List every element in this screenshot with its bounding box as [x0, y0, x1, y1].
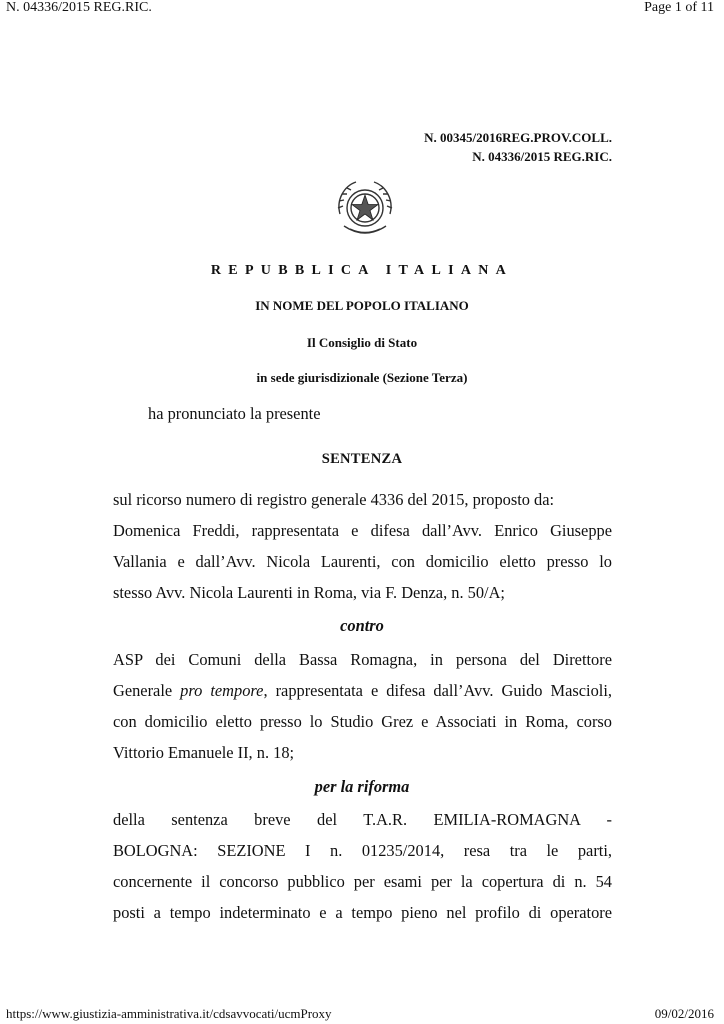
ricorso-line: Vallania e dall’Avv. Nicola Laurenti, con domicilio eletto presso lo: [113, 552, 612, 571]
asp-line: [113, 681, 612, 701]
contro-heading: contro: [340, 616, 384, 635]
reference-reg-ric: N. 04336/2015 REG.RIC.: [472, 149, 612, 164]
footer-date: 09/02/2016: [654, 1006, 714, 1021]
court-section: in sede giurisdizionale (Sezione Terza): [256, 370, 468, 385]
page-number: Page 1 of 11: [644, 0, 714, 15]
footer-url: https://www.giustizia-amministrativa.it/cdsavvocati/ucmProxy: [6, 1006, 332, 1021]
riforma-line: della sentenza breve del T.A.R. EMILIA-ROMAGNA -: [113, 810, 612, 829]
asp-line: Vittorio Emanuele II, n. 18;: [113, 743, 295, 762]
riforma-line: concernente il concorso pubblico per esami per la copertura di n. 54: [113, 872, 612, 891]
per-la-riforma-heading: per la riforma: [314, 777, 410, 796]
reference-prov-coll: N. 00345/2016REG.PROV.COLL.: [424, 130, 612, 145]
asp-line: ASP dei Comuni della Bassa Romagna, in persona del Direttore: [113, 650, 612, 669]
sentenza-heading: SENTENZA: [321, 451, 403, 467]
republic-title: REPUBBLICA ITALIANA: [210, 263, 514, 278]
pro-tempore-text: pro tempore: [180, 681, 264, 700]
ricorso-line: sul ricorso numero di registro generale 4336 del 2015, proposto da:: [113, 490, 555, 509]
riforma-line: posti a tempo indeterminato e a tempo pieno nel profilo di operatore: [113, 903, 612, 922]
ricorso-line: Domenica Freddi, rappresentata e difesa dall’Avv. Enrico Giuseppe: [113, 521, 612, 540]
intro-text: ha pronunciato la presente: [148, 404, 321, 423]
ricorso-line: stesso Avv. Nicola Laurenti in Roma, via F. Denza, n. 50/A;: [113, 583, 505, 602]
italian-emblem-icon: [330, 174, 400, 242]
riforma-line: BOLOGNA: SEZIONE I n. 01235/2014, resa tra le parti,: [113, 841, 612, 860]
asp-text: Generale: [113, 681, 181, 700]
document-reference: [424, 128, 612, 166]
asp-line: con domicilio eletto presso lo Studio Grez e Associati in Roma, corso: [113, 712, 612, 731]
page-header-left: N. 04336/2015 REG.RIC.: [6, 0, 152, 15]
in-name-line: IN NOME DEL POPOLO ITALIANO: [255, 298, 469, 313]
court-name: Il Consiglio di Stato: [306, 335, 418, 350]
asp-text: , rappresentata e difesa dall’Avv. Guido Mascioli,: [263, 681, 612, 700]
